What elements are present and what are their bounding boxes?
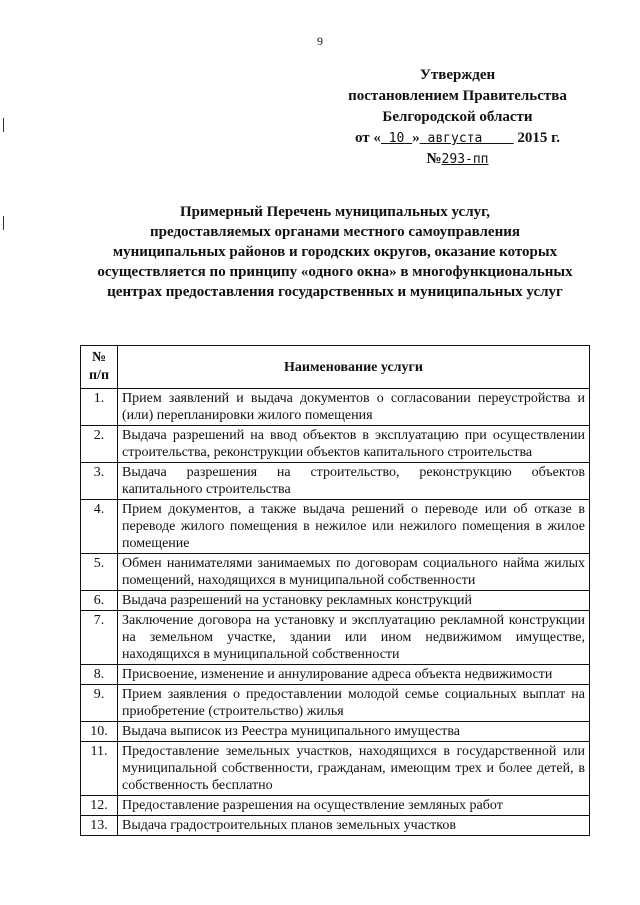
table-row <box>81 554 590 591</box>
page-number: 9 <box>317 34 323 48</box>
table-row <box>81 463 590 500</box>
table-header-row <box>81 346 590 389</box>
date-mid: » <box>412 130 420 146</box>
row-number: 5. <box>81 554 118 591</box>
row-number: 3. <box>81 463 118 500</box>
table-row <box>81 665 590 685</box>
service-name: Прием заявления о предоставлении молодой семье социальных выплат на приобретение (строительство) жилья <box>118 685 590 722</box>
date-year: 2015 г. <box>517 130 561 146</box>
row-number: 10. <box>81 722 118 742</box>
service-name: Предоставление разрешения на осуществление земляных работ <box>118 796 590 816</box>
service-name: Выдача выписок из Реестра муниципального имущества <box>118 722 590 742</box>
margin-mark-mid <box>3 216 4 230</box>
approval-line-3: Белгородской области <box>382 109 533 125</box>
table-row <box>81 426 590 463</box>
service-name: Выдача разрешения на строительство, реконструкцию объектов капитального строительства <box>118 463 590 500</box>
service-name: Выдача разрешений на ввод объектов в эксплуатацию при осуществлении строительства, реконструкции объектов капитального строительства <box>118 426 590 463</box>
approval-line-1: Утвержден <box>419 67 496 83</box>
date-prefix: от « <box>354 130 381 146</box>
header-num: № п/п <box>81 346 118 389</box>
service-name: Выдача градостроительных планов земельных участков <box>118 816 590 836</box>
row-number: 13. <box>81 816 118 836</box>
service-name: Предоставление земельных участков, находящихся в государственной или муниципальной собственности, гражданам, имеющим трех и более детей, в собственность бесплатно <box>118 742 590 796</box>
row-number: 11. <box>81 742 118 796</box>
row-number: 4. <box>81 500 118 554</box>
service-name: Выдача разрешений на установку рекламных конструкций <box>118 591 590 611</box>
number-prefix: № <box>426 151 442 167</box>
row-number: 9. <box>81 685 118 722</box>
approval-number <box>330 149 585 170</box>
table-row <box>81 500 590 554</box>
table-row <box>81 389 590 426</box>
approval-date <box>330 128 585 149</box>
approval-line-2: постановлением Правительства <box>348 88 567 104</box>
table-row <box>81 722 590 742</box>
title-line-3: муниципальных районов и городских округов, оказание которых <box>112 244 558 260</box>
table-row <box>81 742 590 796</box>
service-name: Заключение договора на установку и эксплуатацию рекламной конструкции на земельном участке, здании или ином недвижимом имуществе, находящихся в муниципальной собственности <box>118 611 590 665</box>
table-row <box>81 685 590 722</box>
document-title <box>90 202 580 302</box>
table-row <box>81 591 590 611</box>
service-name: Обмен нанимателями занимаемых по договорам социального найма жилых помещений, находящихся в муниципальной собственности <box>118 554 590 591</box>
row-number: 6. <box>81 591 118 611</box>
title-line-2: предоставляемых органами местного самоуправления <box>150 224 520 240</box>
row-number: 8. <box>81 665 118 685</box>
service-name: Прием заявлений и выдача документов о согласовании переустройства и (или) перепланировки жилого помещения <box>118 389 590 426</box>
approval-block <box>330 65 585 170</box>
title-line-5: центрах предоставления государственных и муниципальных услуг <box>107 284 563 300</box>
row-number: 12. <box>81 796 118 816</box>
header-name: Наименование услуги <box>118 346 590 389</box>
row-number: 7. <box>81 611 118 665</box>
service-name: Прием документов, а также выдача решений о переводе или об отказе в переводе жилого помещения в нежилое или нежилого помещения в жилое помещение <box>118 500 590 554</box>
number-value: 293-пп <box>441 152 489 167</box>
table-row <box>81 611 590 665</box>
row-number: 1. <box>81 389 118 426</box>
table-row <box>81 796 590 816</box>
row-number: 2. <box>81 426 118 463</box>
title-line-4: осуществляется по принципу «одного окна» в многофункциональных <box>97 264 573 280</box>
date-day: 10 <box>388 131 405 146</box>
margin-mark-top <box>3 118 4 132</box>
date-month: августа <box>427 131 483 146</box>
service-name: Присвоение, изменение и аннулирование адреса объекта недвижимости <box>118 665 590 685</box>
title-line-1: Примерный Перечень муниципальных услуг, <box>179 204 490 220</box>
table-row <box>81 816 590 836</box>
services-table <box>80 345 590 836</box>
